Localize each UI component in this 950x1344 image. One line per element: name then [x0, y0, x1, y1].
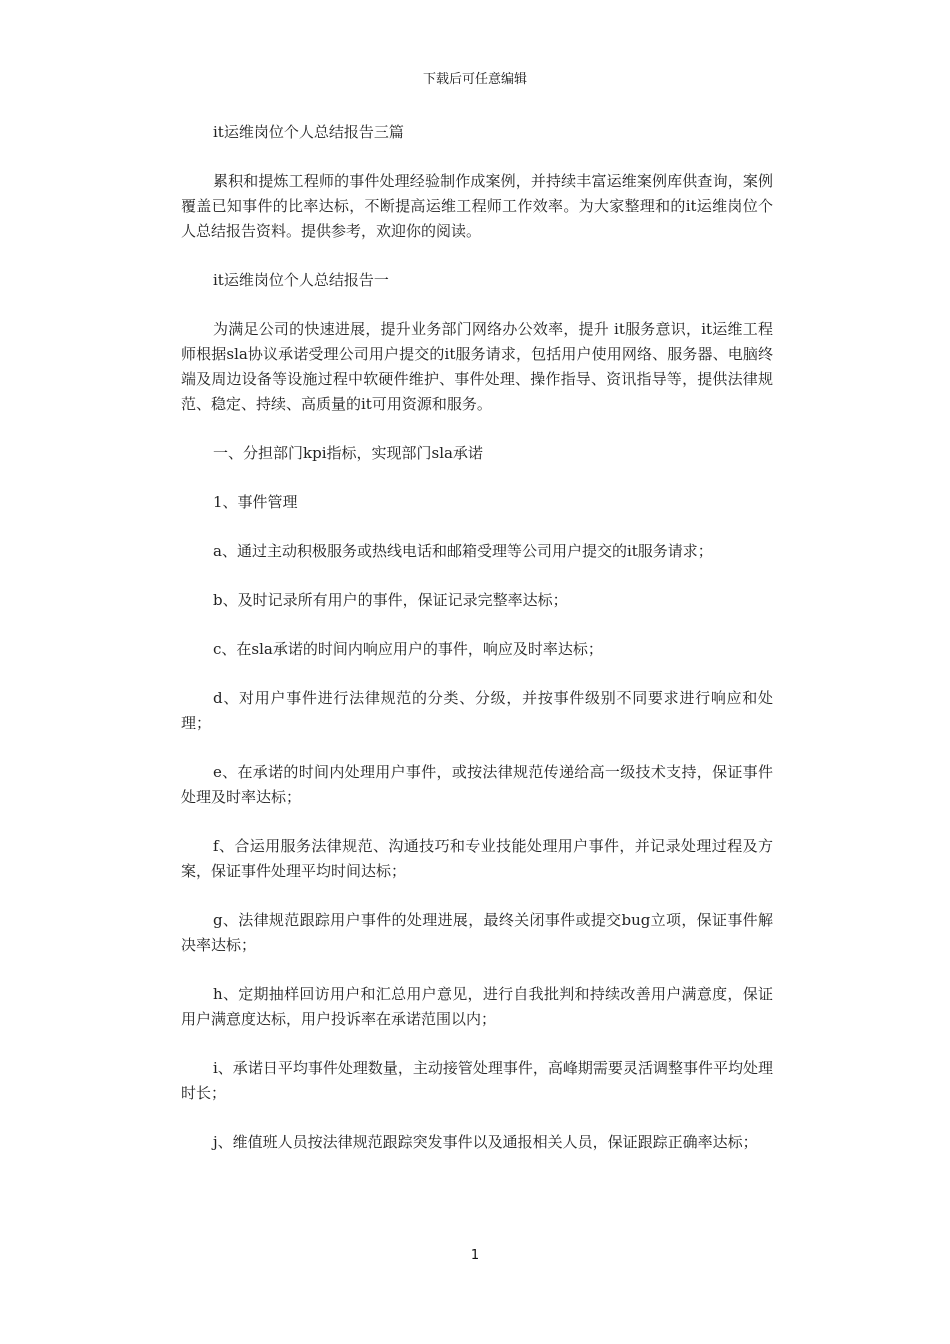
list-item: e、在承诺的时间内处理用户事件，或按法律规范传递给高一级技术支持，保证事件处理及时率达标；	[181, 763, 773, 806]
list-item: a、通过主动积极服务或热线电话和邮箱受理等公司用户提交的it服务请求；	[213, 542, 713, 560]
document-title: it运维岗位个人总结报告三篇	[213, 123, 404, 141]
list-item: g、法律规范跟踪用户事件的处理进展，最终关闭事件或提交bug立项，保证事件解决率达标；	[181, 911, 773, 954]
list-item: c、在sla承诺的时间内响应用户的事件，响应及时率达标；	[213, 640, 603, 658]
list-item: d、对用户事件进行法律规范的分类、分级，并按事件级别不同要求进行响应和处理；	[181, 689, 773, 732]
section-heading: it运维岗位个人总结报告一	[213, 271, 389, 289]
page-number: 1	[470, 1248, 480, 1263]
list-item: i、承诺日平均事件处理数量，主动接管处理事件，高峰期需要灵活调整事件平均处理时长；	[181, 1059, 773, 1102]
list-item: j、维值班人员按法律规范跟踪突发事件以及通报相关人员，保证跟踪正确率达标；	[213, 1133, 758, 1151]
list-item: f、合运用服务法律规范、沟通技巧和专业技能处理用户事件，并记录处理过程及方案，保证事件处理平均时间达标；	[181, 837, 773, 880]
paragraph: 为满足公司的快速进展，提升业务部门网络办公效率，提升 it服务意识，it运维工程师根据sla协议承诺受理公司用户提交的it服务请求，包括用户使用网络、服务器、电脑终端及周边设备等设施过程中软硬件维护、事件处理、操作指导、资讯指导等，提供法律规范、稳定、持续、高质量的it可用资源和服务。	[181, 320, 773, 413]
page-header: 下载后可任意编辑	[422, 72, 527, 87]
document-body	[181, 120, 773, 1179]
list-item: b、及时记录所有用户的事件，保证记录完整率达标；	[213, 591, 568, 609]
paragraph: 累积和提炼工程师的事件处理经验制作成案例，并持续丰富运维案例库供查询，案例覆盖已知事件的比率达标，不断提高运维工程师工作效率。为大家整理和的it运维岗位个人总结报告资料。提供参考，欢迎你的阅读。	[181, 172, 773, 240]
section-heading: 一、分担部门kpi指标，实现部门sla承诺	[213, 444, 483, 462]
list-item: h、定期抽样回访用户和汇总用户意见，进行自我批判和持续改善用户满意度，保证用户满意度达标，用户投诉率在承诺范围以内；	[181, 985, 773, 1028]
subsection-heading: 1、事件管理	[213, 493, 298, 511]
